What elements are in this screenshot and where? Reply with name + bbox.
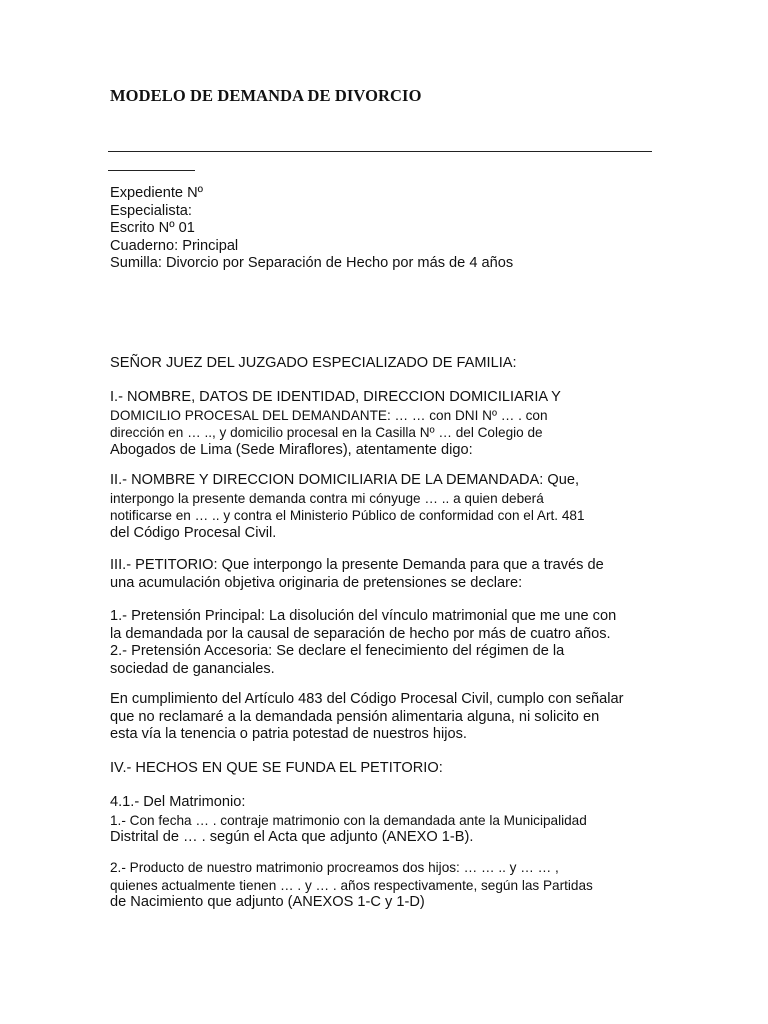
paragraph-line: 1.- Pretensión Principal: La disolución del vínculo matrimonial que me une con (110, 608, 617, 624)
subsection-heading: 4.1.- Del Matrimonio: (110, 794, 246, 810)
paragraph-line: I.- NOMBRE, DATOS DE IDENTIDAD, DIRECCION DOMICILIARIA Y (110, 389, 561, 405)
cuaderno-field: Cuaderno: Principal (110, 237, 239, 254)
case-header (110, 185, 670, 273)
addressee: SEÑOR JUEZ DEL JUZGADO ESPECIALIZADO DE FAMILIA: (110, 355, 517, 371)
children-facts (110, 859, 670, 912)
signature-line (108, 151, 652, 152)
paragraph-line: sociedad de gananciales. (110, 660, 275, 677)
paragraph-line: 1.- Con fecha … . contraje matrimonio con la demandada ante la Municipalidad (110, 812, 587, 828)
paragraph-line: II.- NOMBRE Y DIRECCION DOMICILIARIA DE LA DEMANDADA: Que, (110, 472, 579, 488)
paragraph-line: DOMICILIO PROCESAL DEL DEMANDANTE: … … con DNI Nº … . con (110, 407, 548, 423)
paragraph-line: una acumulación objetiva originaria de pretensiones se declare: (110, 574, 523, 591)
paragraph-line: la demandada por la causal de separación de hecho por más de cuatro años. (110, 625, 611, 642)
section-1-plaintiff (110, 389, 670, 459)
paragraph-line: 2.- Producto de nuestro matrimonio procreamos dos hijos: … … .. y … … , (110, 860, 559, 875)
compliance-paragraph (110, 691, 670, 744)
paragraph-line: notificarse en … .. y contra el Ministerio Público de conformidad con el Art. 481 (110, 508, 585, 524)
paragraph-line: Distrital de … . según el Acta que adjunto (ANEXO 1-B). (110, 829, 474, 846)
paragraph-line: que no reclamaré a la demandada pensión alimentaria alguna, ni solicito en (110, 708, 600, 725)
section-2-defendant (110, 472, 670, 542)
especialista-field: Especialista: (110, 202, 192, 219)
paragraph-line: III.- PETITORIO: Que interpongo la presente Demanda para que a través de (110, 557, 604, 573)
paragraph-line: En cumplimiento del Artículo 483 del Código Procesal Civil, cumplo con señalar (110, 691, 624, 707)
section-3-petitorio (110, 557, 670, 592)
sumilla-field: Sumilla: Divorcio por Separación de Hecho por más de 4 años (110, 255, 514, 272)
marriage-facts (110, 794, 670, 847)
paragraph-line: quienes actualmente tienen … . y … . años respectivamente, según las Partidas (110, 877, 593, 893)
paragraph-line: Abogados de Lima (Sede Miraflores), atentamente digo: (110, 441, 473, 458)
expediente-field: Expediente Nº (110, 185, 203, 201)
signature-line-continuation (108, 170, 195, 171)
paragraph-line: de Nacimiento que adjunto (ANEXOS 1-C y 1-D) (110, 894, 425, 911)
claims-list (110, 608, 670, 678)
paragraph-line: 2.- Pretensión Accesoria: Se declare el fenecimiento del régimen de la (110, 643, 565, 660)
paragraph-line: interpongo la presente demanda contra mi cónyuge … .. a quien deberá (110, 490, 544, 506)
section-4-heading: IV.- HECHOS EN QUE SE FUNDA EL PETITORIO: (110, 760, 443, 776)
paragraph-line: esta vía la tenencia o patria potestad de nuestros hijos. (110, 726, 467, 743)
paragraph-line: dirección en … .., y domicilio procesal en la Casilla Nº … del Colegio de (110, 425, 543, 441)
document-title: MODELO DE DEMANDA DE DIVORCIO (110, 86, 422, 105)
escrito-field: Escrito Nº 01 (110, 220, 195, 237)
paragraph-line: del Código Procesal Civil. (110, 524, 277, 541)
